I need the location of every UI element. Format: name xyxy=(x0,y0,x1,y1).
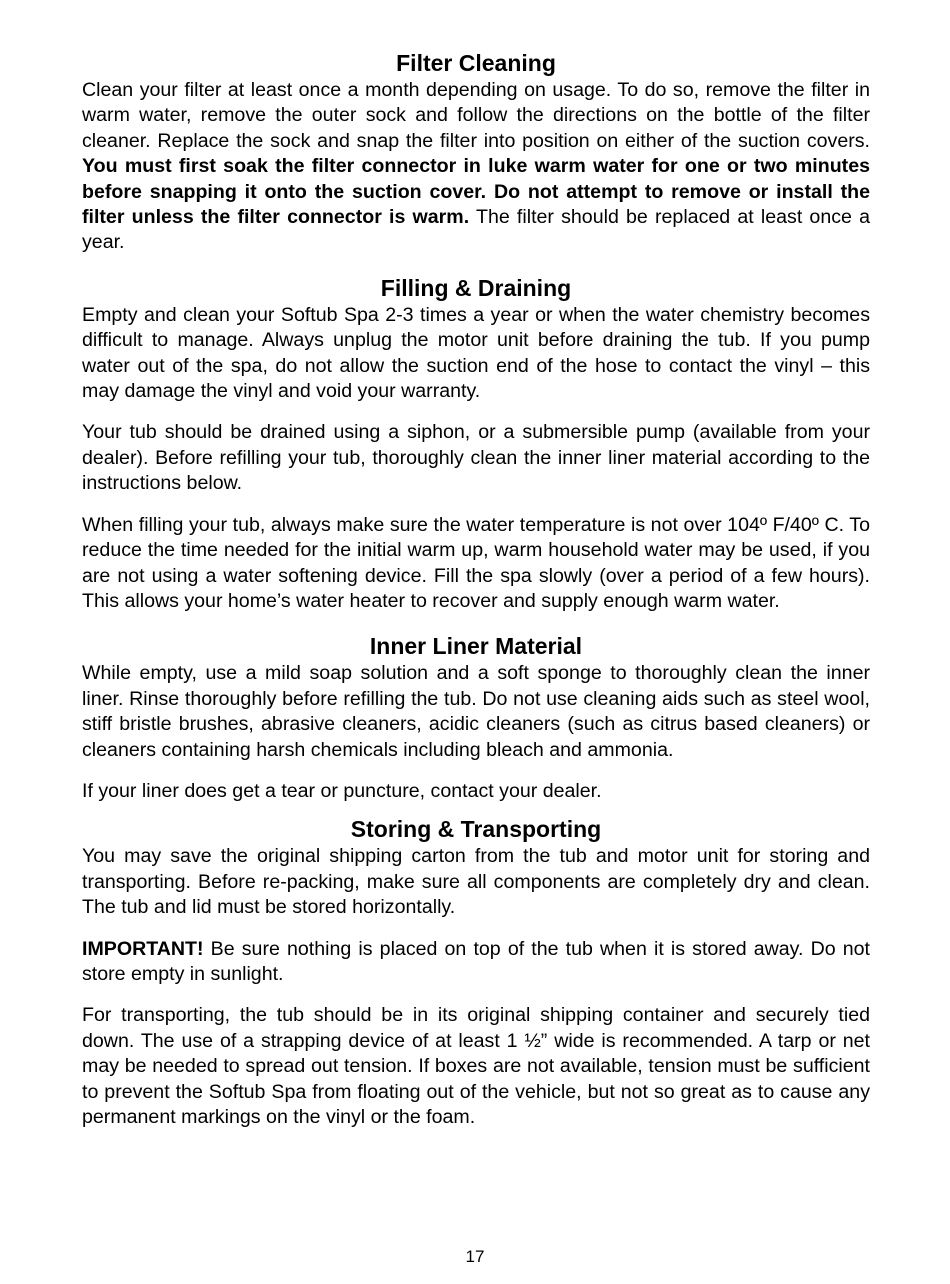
section-heading-inner-liner: Inner Liner Material xyxy=(369,633,583,660)
document-page xyxy=(82,48,870,1130)
section-heading-storing-transporting: Storing & Transporting xyxy=(350,816,602,843)
filter-cleaning-warning: You must first soak the filter connector in luke warm water for one or two minutes before snapping it onto the suction cover. Do not attempt to remove or install the filter unless the filter connector is warm. xyxy=(82,155,870,229)
paragraph-storing-transporting-3: For transporting, the tub should be in its original shipping container and securely tied down. The use of a strapping device of at least 1 ½” wide is recommended. A tarp or net may be needed to spread out tension. If boxes are not available, tension must be sufficient to prevent the Softub Spa from floating out of the vehicle, but not so great as to cause any permanent markings on the vinyl or the foam. xyxy=(82,1004,870,1128)
paragraph-filling-draining-1: Empty and clean your Softub Spa 2-3 times a year or when the water chemistry becomes difficult to manage. Always unplug the motor unit before draining the tub. If you pump water out of the spa, do not allow the suction end of the hose to contact the vinyl – this may damage the vinyl and void your warranty. xyxy=(82,303,870,403)
filter-cleaning-text: Clean your filter at least once a month depending on usage. To do so, remove the filter in warm water, remove the outer sock and follow the directions on the bottle of the filter cleaner. Replace the sock and snap the filter into position on either of the suction covers. xyxy=(82,79,870,152)
paragraph-storing-transporting-1: You may save the original shipping carton from the tub and motor unit for storing and transporting. Before re-packing, make sure all components are completely dry and clean. The tub and lid must be stored horizontally. xyxy=(82,845,870,919)
paragraph-storing-important xyxy=(82,937,870,988)
page-number: 17 xyxy=(465,1247,485,1266)
paragraph-filter-cleaning xyxy=(82,78,870,256)
paragraph-filling-draining-3: When filling your tub, always make sure the water temperature is not over 104º F/40º C. To reduce the time needed for the initial warm up, warm household water may be used, if you are not using a water softening device. Fill the spa slowly (over a period of a few hours). This allows your home’s water heater to recover and supply enough warm water. xyxy=(82,513,870,612)
important-label: IMPORTANT! xyxy=(82,937,204,960)
filter-cleaning-replacement-text: The filter should be replaced at least once a year. xyxy=(82,206,871,254)
section-heading-filter-cleaning: Filter Cleaning xyxy=(396,50,556,76)
paragraph-inner-liner-2: If your liner does get a tear or puncture, contact your dealer. xyxy=(82,779,602,802)
important-text: Be sure nothing is placed on top of the tub when it is stored away. Do not store empty in sunlight. xyxy=(82,937,870,985)
paragraph-filling-draining-2: Your tub should be drained using a siphon, or a submersible pump (available from your dealer). Before refilling your tub, thoroughly clean the inner liner material according to the instructions below. xyxy=(82,421,870,495)
paragraph-inner-liner-1: While empty, use a mild soap solution and a soft sponge to thoroughly clean the inner liner. Rinse thoroughly before refilling the tub. Do not use cleaning aids such as steel wool, stiff bristle brushes, abrasive cleaners, acidic cleaners (such as citrus based cleaners) or cleaners containing harsh chemicals including bleach and ammonia. xyxy=(82,662,870,761)
section-heading-filling-draining: Filling & Draining xyxy=(380,274,572,301)
